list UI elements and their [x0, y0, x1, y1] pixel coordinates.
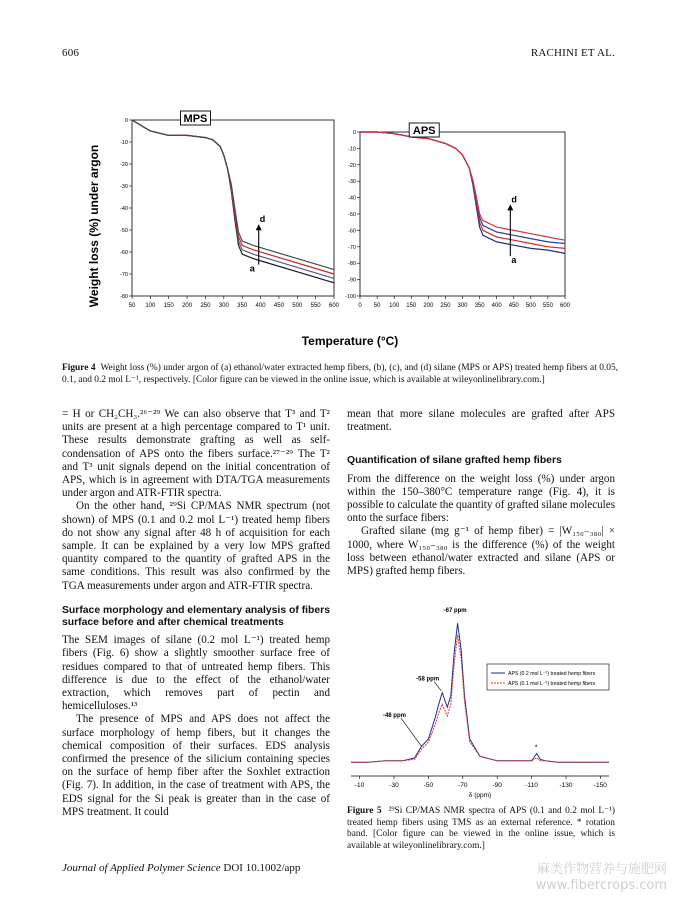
x-tick-label: 250	[200, 303, 211, 309]
x-tick-label: -150	[593, 782, 607, 789]
x-tick-label: 150	[406, 303, 417, 309]
arrow-head	[507, 204, 513, 210]
y-tick-label: -40	[120, 206, 128, 212]
x-tick-label: 0	[358, 303, 362, 309]
x-tick-label: -30	[389, 782, 399, 789]
plot-title: MPS	[183, 113, 208, 125]
y-tick-label: -40	[348, 195, 356, 202]
figure-5-caption-label: Figure 5	[347, 806, 382, 816]
paragraph: Grafted silane (mg g⁻¹ of hemp fiber) = |W₁₅₀₋₃₈₀| × 1000, where W₁₅₀₋₃₈₀ is the difference (%) of the weight loss between ethanol/water extracted and silane (APS or MPS) grafted hemp fibers.	[347, 525, 615, 578]
x-tick-label: 450	[508, 303, 519, 309]
page-number: 606	[62, 47, 80, 59]
peak-label: -48 ppm	[382, 713, 406, 720]
series-line-d	[360, 132, 565, 240]
section-heading: Surface morphology and elementary analysis of fibers surface before and after chemical treatments	[62, 604, 330, 629]
figure-5	[347, 600, 615, 804]
x-tick-label: 600	[328, 303, 340, 309]
annotation-a: a	[249, 263, 255, 274]
x-tick-label: 550	[310, 303, 321, 309]
y-tick-label: -80	[120, 294, 128, 300]
x-tick-label: -90	[492, 782, 502, 789]
x-tick-label: 250	[440, 303, 451, 309]
paragraph: = H or CH₂CH₃.²⁶⁻²⁹ We can also observe that T³ and T² units are present at a high percentage compared to T¹ unit. These results demonstrate grafting as well as self-condensation of APS onto the fibers surface.²⁷⁻²⁹ The T² and T³ unit signals depend on the initial concentration of APS, which is in agreement with DTA/TGA measurements under argon and ATR-FTIR spectra.	[62, 408, 330, 500]
figure-4-caption	[62, 363, 618, 386]
figure-4	[62, 100, 618, 358]
series-line-d	[132, 120, 334, 270]
arrow-head	[256, 224, 262, 230]
x-tick-label: 200	[423, 303, 434, 309]
x-tick-label: -130	[559, 782, 573, 789]
footer-journal	[62, 862, 300, 874]
nmr-legend	[487, 664, 609, 690]
x-tick-label: 200	[182, 303, 193, 309]
legend-entry: APS (0.2 mol L⁻¹) treated hemp fibers	[508, 671, 596, 677]
mps-plot	[120, 111, 340, 309]
y-tick-label: -20	[348, 162, 356, 169]
x-tick-label: 50	[128, 303, 136, 309]
y-tick-label: -70	[348, 244, 356, 251]
y-tick-label: -60	[348, 228, 356, 235]
x-tick-label: 300	[457, 303, 468, 309]
figure-5-nmr-chart	[347, 600, 615, 804]
x-tick-label: 500	[292, 303, 303, 309]
running-header-authors: RACHINI ET AL.	[530, 47, 615, 59]
doi: DOI 10.1002/app	[223, 862, 301, 874]
y-tick-label: -50	[120, 228, 128, 234]
plot-frame	[360, 132, 565, 296]
x-axis-label: δ (ppm)	[468, 792, 492, 799]
figure-5-caption-text: ²⁹Si CP/MAS NMR spectra of APS (0.1 and 0.2 mol L⁻¹) treated hemp fibers using TMS as an external reference. * rotation band. [Color figure can be viewed in the online issue, which is available at wileyonlinelibrary.com.]	[347, 806, 615, 851]
x-tick-label: 100	[145, 303, 156, 309]
figure-4-xlabel: Temperature (°C)	[301, 334, 399, 348]
paragraph: From the difference on the weight loss (%) under argon within the 150–380°C temperature range (Fig. 4), it is possible to calculate the quantity of grafted silane molecules onto the surface fibers:	[347, 472, 616, 525]
x-tick-label: 350	[474, 303, 485, 309]
x-tick-label: 550	[542, 303, 553, 309]
series-line-c	[360, 132, 565, 244]
x-tick-label: 150	[163, 303, 174, 309]
paragraph: The presence of MPS and APS does not affect the surface morphology of hemp fibers, but it changes the chemical composition of their surfaces. EDS analysis confirmed the presence of the silicium containing species on the surface of hemp fiber after the Soxhlet extraction (Fig. 7). In addition, in the case of treatment with APS, the EDS signal for the Si peak is greater than in the case of MPS treatment. It could	[62, 713, 330, 818]
y-tick-label: -90	[348, 277, 356, 284]
figure-4-charts	[62, 100, 618, 358]
peak-pointer	[401, 718, 422, 746]
x-tick-label: -10	[354, 782, 365, 789]
series-line-b	[360, 132, 565, 248]
figure-4-ylabel: Weight loss (%) under argon	[87, 144, 101, 308]
y-tick-label: -10	[348, 146, 356, 153]
journal-name: Journal of Applied Polymer Science	[62, 862, 221, 874]
y-tick-label: -100	[344, 294, 356, 300]
paragraph: The SEM images of silane (0.2 mol L⁻¹) treated hemp fibers (Fig. 6) show a slightly smoother surface free of residues compared to that of untreated hemp fibers. This difference is due to the effect of the ethanol/water extraction, which removes part of pectin and hemicelluloses.¹³	[62, 634, 330, 713]
x-tick-label: -70	[458, 782, 468, 789]
y-tick-label: -80	[348, 261, 356, 268]
section-heading: Quantification of silane grafted hemp fibers	[347, 455, 562, 467]
y-tick-label: -50	[348, 212, 356, 218]
y-tick-label: 0	[124, 118, 128, 124]
left-column	[62, 408, 330, 819]
x-tick-label: 300	[218, 303, 229, 309]
x-tick-label: 350	[237, 303, 248, 309]
x-tick-label: 100	[389, 303, 400, 309]
y-tick-label: -60	[120, 250, 128, 256]
right-column	[347, 408, 615, 578]
nmr-series-line	[351, 623, 609, 762]
y-tick-label: -30	[348, 179, 356, 186]
x-tick-label: 600	[559, 303, 571, 309]
legend-entry: APS (0.1 mol L⁻¹) treated hemp fibers	[508, 681, 596, 687]
x-tick-label: 400	[491, 303, 502, 309]
series-line-a	[360, 132, 565, 253]
watermark-line2: www.fibercrops.com	[535, 878, 667, 893]
watermark	[536, 862, 667, 894]
y-tick-label: -30	[120, 184, 128, 190]
x-tick-label: 50	[373, 303, 381, 309]
paragraph: mean that more silane molecules are grafted after APS treatment.	[347, 408, 615, 434]
x-tick-label: -50	[423, 782, 434, 789]
figure-4-caption-text: Weight loss (%) under argon of (a) ethanol/water extracted hemp fibers, (b), (c), and (d) silane (MPS or APS) treated hemp fibers at 0.05, 0.1, and 0.2 mol L⁻¹, respectively. [Color figure can be viewed in the online issue, which is available at wileyonlinelibrary.com.]	[62, 363, 618, 385]
annotation-d: d	[511, 194, 517, 205]
x-tick-label: 500	[525, 303, 536, 309]
aps-plot	[345, 123, 571, 309]
y-tick-label: 0	[352, 130, 356, 136]
x-tick-label: 400	[255, 303, 266, 309]
peak-label: -67 ppm	[443, 608, 467, 614]
y-tick-label: -20	[120, 162, 128, 168]
y-tick-label: -70	[120, 272, 128, 278]
y-tick-label: -10	[120, 140, 128, 146]
figure-4-caption-label: Figure 4	[62, 363, 96, 373]
peak-pointer	[434, 682, 441, 691]
plot-title: APS	[412, 125, 436, 137]
annotation-d: d	[259, 214, 266, 225]
peak-label: -58 ppm	[416, 676, 440, 683]
x-tick-label: -110	[525, 782, 538, 789]
annotation-a: a	[511, 255, 517, 266]
paragraph: On the other hand, ²⁹Si CP/MAS NMR spectrum (not shown) of MPS (0.1 and 0.2 mol L⁻¹) treated hemp fibers do not show any signal after 48 h of acquisition for each sample. It can be explained by a very low MPS grafted quantity compared to the quantity of grafted APS in the same conditions. This result was also confirmed by the TGA measurements under argon and ATR-FTIR spectra.	[62, 500, 330, 592]
nmr-series-line	[351, 635, 609, 762]
watermark-line1: 麻类作物营养与施肥网	[536, 862, 667, 877]
rotation-band-marker: *	[534, 744, 538, 752]
x-tick-label: 450	[273, 303, 284, 309]
figure-5-caption	[347, 806, 615, 852]
